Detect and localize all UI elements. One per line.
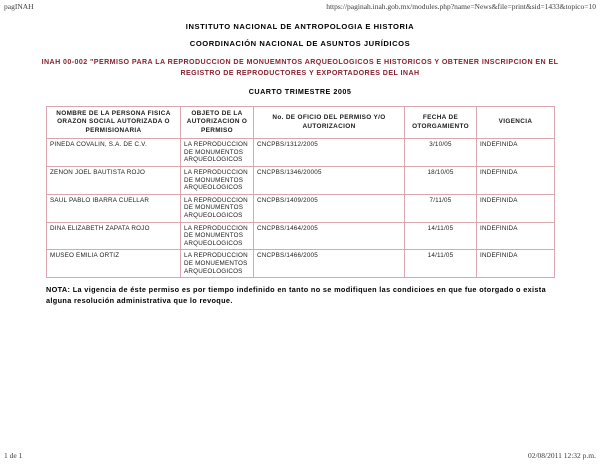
- cell-oficio: CNCPBS/1466/2005: [254, 250, 405, 278]
- cell-nombre: MUSEO EMILIA ORTIZ: [47, 250, 181, 278]
- cell-vigencia: INDEFINIDA: [477, 194, 555, 222]
- cell-vigencia: INDEFINIDA: [477, 222, 555, 250]
- page-title-text: pagINAH: [4, 2, 34, 11]
- cell-oficio: CNCPBS/1346/20005: [254, 167, 405, 195]
- column-header-fecha: FECHA DE OTORGAMIENTO: [405, 107, 477, 139]
- column-header-oficio: No. DE OFICIO DEL PERMISO Y/O AUTORIZACION: [254, 107, 405, 139]
- cell-fecha: 14/11/05: [405, 222, 477, 250]
- print-timestamp-text: 02/08/2011 12:32 p.m.: [527, 451, 596, 460]
- institution-title: INSTITUTO NACIONAL DE ANTROPOLOGIA E HISTORIA: [185, 22, 415, 31]
- note-label: NOTA:: [46, 285, 71, 295]
- cell-vigencia: INDEFINIDA: [477, 139, 555, 167]
- cell-oficio: CNCPBS/1312/2005: [254, 139, 405, 167]
- table-row: [47, 250, 555, 278]
- department-title: COORDINACIÓN NACIONAL DE ASUNTOS JURÍDICOS: [189, 39, 411, 48]
- note-block: [46, 285, 554, 306]
- cell-objeto: LA REPRODUCCION DE MONUMENTOS ARQUEOLOGICOS: [181, 167, 254, 195]
- cell-vigencia: INDEFINIDA: [477, 250, 555, 278]
- column-header-nombre: NOMBRE DE LA PERSONA FISICA ORAZON SOCIAL AUTORIZADA O PERMISIONARIA: [47, 107, 181, 139]
- cell-nombre: PINEDA COVALIN, S.A. DE C.V.: [47, 139, 181, 167]
- table-header: [47, 107, 555, 139]
- permits-table-wrapper: [46, 106, 554, 278]
- permits-table: [46, 106, 555, 278]
- procedure-title: INAH 00-002 "PERMISO PARA LA REPRODUCCION DE MONUEMNTOS ARQUEOLOGICOS E HISTORICOS Y OBTENER INSCRIPCION EN EL REGISTRO DE REPRODUCTORES Y EXPORTADORES DEL INAH: [41, 58, 559, 77]
- cell-nombre: DINA ELIZABETH ZAPATA ROJO: [47, 222, 181, 250]
- column-header-objeto: OBJETO DE LA AUTORIZACION O PERMISO: [181, 107, 254, 139]
- cell-nombre: ZENON JOEL BAUTISTA ROJO: [47, 167, 181, 195]
- cell-objeto: LA REPRODUCCION DE MONUMENTOS ARQUEOLOGICOS: [181, 222, 254, 250]
- document-body: [0, 22, 600, 306]
- cell-nombre: SAUL PABLO IBARRA CUELLAR: [47, 194, 181, 222]
- cell-fecha: 18/10/05: [405, 167, 477, 195]
- page-url-text: https://paginah.inah.gob.mx/modules.php?name=News&file=print&sid=1433&topico=10: [326, 2, 596, 11]
- browser-print-header: [0, 2, 600, 14]
- cell-fecha: 7/11/05: [405, 194, 477, 222]
- note-text: La vigencia de éste permiso es por tiempo indefinido en tanto no se modifiquen las condicioes en que fue otorgado o exista alguna resolución administrativa que lo revoque.: [46, 285, 546, 305]
- browser-print-footer: [0, 448, 600, 460]
- page-number-text: 1 de 1: [4, 451, 23, 460]
- table-row: [47, 222, 555, 250]
- column-header-vigencia: VIGENCIA: [477, 107, 555, 139]
- cell-objeto: LA REPRODUCCION DE MONUMENTOS ARQUEOLOGICOS: [181, 194, 254, 222]
- document-title-block: [0, 22, 600, 96]
- table-header-row: [47, 107, 555, 139]
- cell-vigencia: INDEFINIDA: [477, 167, 555, 195]
- table-row: [47, 167, 555, 195]
- cell-oficio: CNCPBS/1464/2005: [254, 222, 405, 250]
- table-row: [47, 139, 555, 167]
- cell-objeto: LA REPRODUCCION DE MONUEMENTOS ARQUEOLOGICOS: [181, 250, 254, 278]
- period-title: CUARTO TRIMESTRE 2005: [248, 87, 352, 96]
- cell-oficio: CNCPBS/1409/2005: [254, 194, 405, 222]
- cell-fecha: 14/11/05: [405, 250, 477, 278]
- table-body: [47, 139, 555, 278]
- cell-fecha: 3/10/05: [405, 139, 477, 167]
- cell-objeto: LA REPRODUCCION DE MONUMENTOS ARQUEOLOGICOS: [181, 139, 254, 167]
- table-row: [47, 194, 555, 222]
